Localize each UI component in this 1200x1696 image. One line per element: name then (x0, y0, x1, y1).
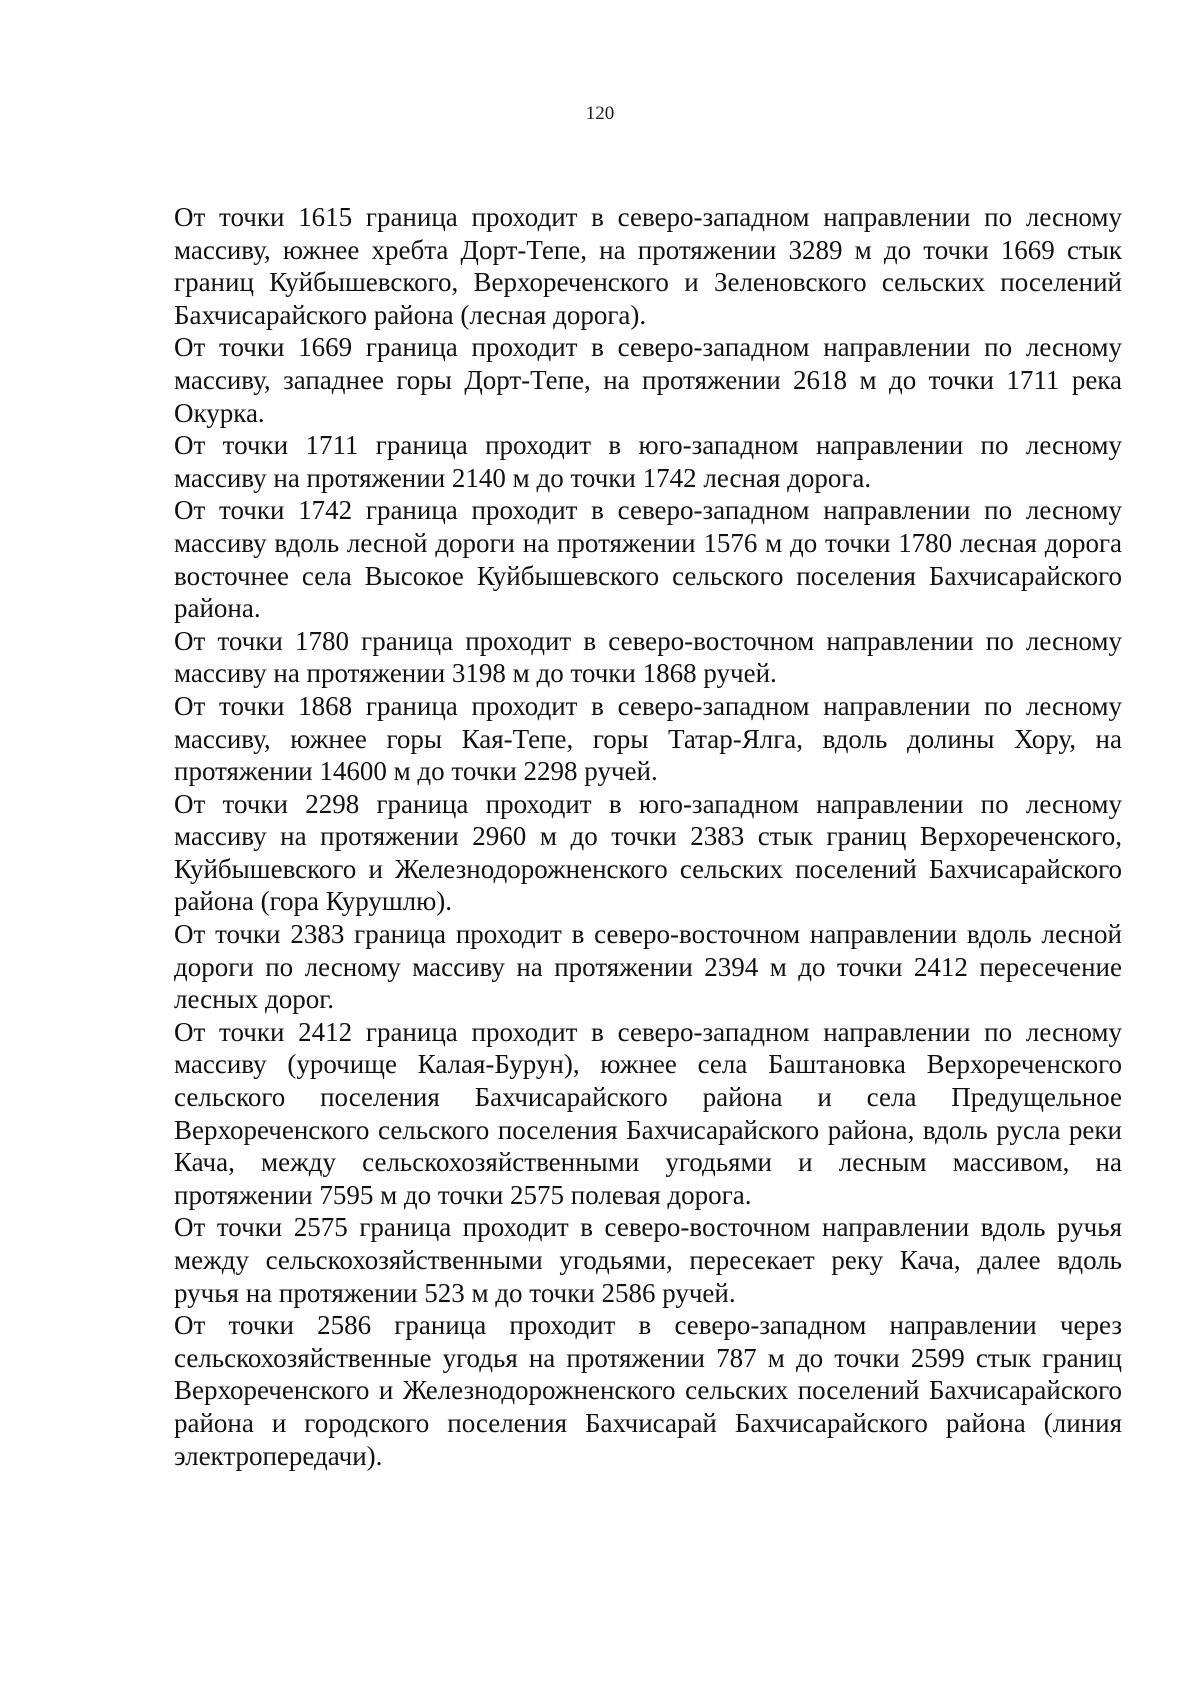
paragraph: От точки 1711 граница проходит в юго-западном направлении по лесному массиву на протяжении 2140 м до точки 1742 лесная дорога. (174, 430, 1122, 493)
paragraph: От точки 1615 граница проходит в северо-западном направлении по лесному массиву, южнее хребта Дорт-Тепе, на протяжении 3289 м до точки 1669 стык границ Куйбышевского, Верхореченского и Зеленовского сельских поселений Бахчисарайского района (лесная дорога). (174, 202, 1122, 330)
page-number: 120 (585, 103, 615, 124)
document-body (174, 201, 1122, 1472)
paragraph: От точки 2383 граница проходит в северо-восточном направлении вдоль лесной дороги по лесному массиву на протяжении 2394 м до точки 2412 пересечение лесных дорог. (174, 919, 1122, 1015)
paragraph: От точки 1780 граница проходит в северо-восточном направлении по лесному массиву на протяжении 3198 м до точки 1868 ручей. (174, 625, 1122, 689)
paragraph: От точки 1868 граница проходит в северо-западном направлении по лесному массиву, южнее горы Кая-Тепе, горы Татар-Ялга, вдоль долины Хору, на протяжении 14600 м до точки 2298 ручей. (174, 690, 1122, 787)
paragraph: От точки 1669 граница проходит в северо-западном направлении по лесному массиву, западнее горы Дорт-Тепе, на протяжении 2618 м до точки 1711 река Окурка. (174, 332, 1122, 428)
paragraph: От точки 1742 граница проходит в северо-западном направлении по лесному массиву вдоль лесной дороги на протяжении 1576 м до точки 1780 лесная дорога восточнее села Высокое Куйбышевского сельского поселения Бахчисарайского района. (174, 495, 1122, 624)
paragraph: От точки 2298 граница проходит в юго-западном направлении по лесному массиву на протяжении 2960 м до точки 2383 стык границ Верхореченского, Куйбышевского и Железнодорожненского сельских поселений Бахчисарайского района (гора Курушлю). (174, 788, 1122, 917)
paragraph: От точки 2575 граница проходит в северо-восточном направлении вдоль ручья между сельскохозяйственными угодьями, пересекает реку Кача, далее вдоль ручья на протяжении 523 м до точки 2586 ручей. (174, 1212, 1122, 1308)
paragraph: От точки 2586 граница проходит в северо-западном направлении через сельскохозяйственные угодья на протяжении 787 м до точки 2599 стык границ Верхореченского и Железнодорожненского сельских поселений Бахчисарайского района и городского поселения Бахчисарай Бахчисарайского района (линия электропередачи). (174, 1310, 1122, 1471)
paragraph: От точки 2412 граница проходит в северо-западном направлении по лесному массиву (урочище Калая-Бурун), южнее села Баштановка Верхореченского сельского поселения Бахчисарайского района и села Предущельное Верхореченского сельского поселения Бахчисарайского района, вдоль русла реки Кача, между сельскохозяйственными угодьями и лесным массивом, на протяжении 7595 м до точки 2575 полевая дорога. (174, 1016, 1122, 1210)
